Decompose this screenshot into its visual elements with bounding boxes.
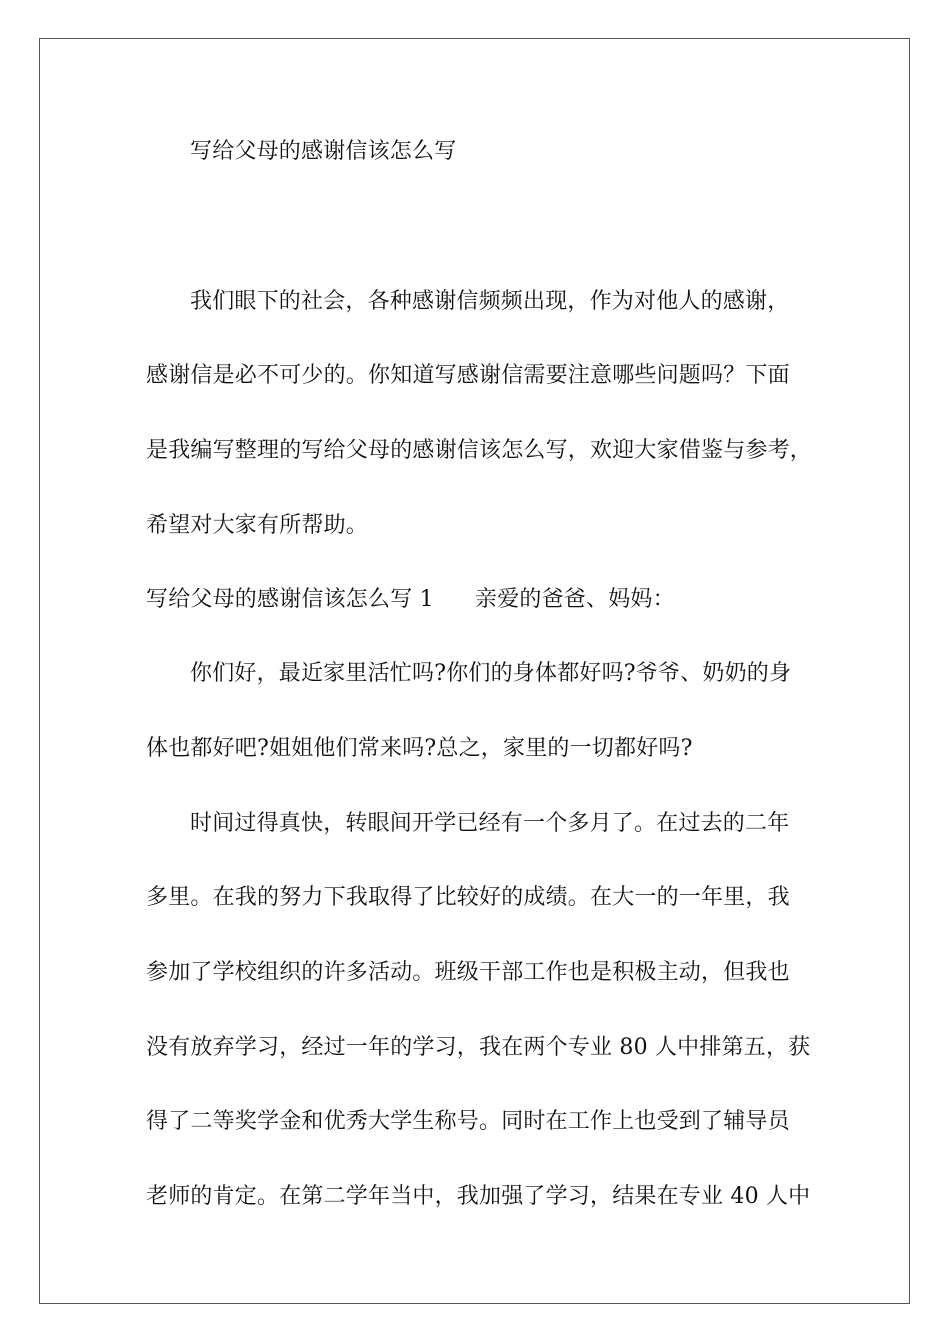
paragraph-line: 你们好，最近家里活忙吗?你们的身体都好吗?爷爷、奶奶的身 <box>190 661 792 686</box>
paragraph-line: 多里。在我的努力下我取得了比较好的成绩。在大一的一年里，我 <box>146 885 790 910</box>
paragraph-line: 得了二等奖学金和优秀大学生称号。同时在工作上也受到了辅导员 <box>146 1109 790 1134</box>
paragraph-line: 体也都好吧?姐姐他们常来吗?总之，家里的一切都好吗? <box>146 736 693 761</box>
paragraph-line: 感谢信是必不可少的。你知道写感谢信需要注意哪些问题吗？下面 <box>146 363 790 388</box>
paragraph-line: 我们眼下的社会，各种感谢信频频出现，作为对他人的感谢， <box>190 289 790 314</box>
paragraph-line: 没有放弃学习，经过一年的学习，我在两个专业 80 人中排第五，获 <box>146 1035 811 1060</box>
paragraph-line: 时间过得真快，转眼间开学已经有一个多月了。在过去的二年 <box>190 811 790 836</box>
paragraph-line: 老师的肯定。在第二学年当中，我加强了学习，结果在专业 40 人中 <box>146 1184 811 1209</box>
paragraph-line: 是我编写整理的写给父母的感谢信该怎么写，欢迎大家借鉴与参考， <box>146 438 813 463</box>
letter-salutation: 亲爱的爸爸、妈妈： <box>475 587 675 612</box>
paragraph-line: 参加了学校组织的许多活动。班级干部工作也是积极主动，但我也 <box>146 960 790 985</box>
paragraph-line: 希望对大家有所帮助。 <box>146 513 369 538</box>
section-heading: 写给父母的感谢信该怎么写 1 <box>146 587 434 612</box>
document-title: 写给父母的感谢信该怎么写 <box>190 139 457 164</box>
